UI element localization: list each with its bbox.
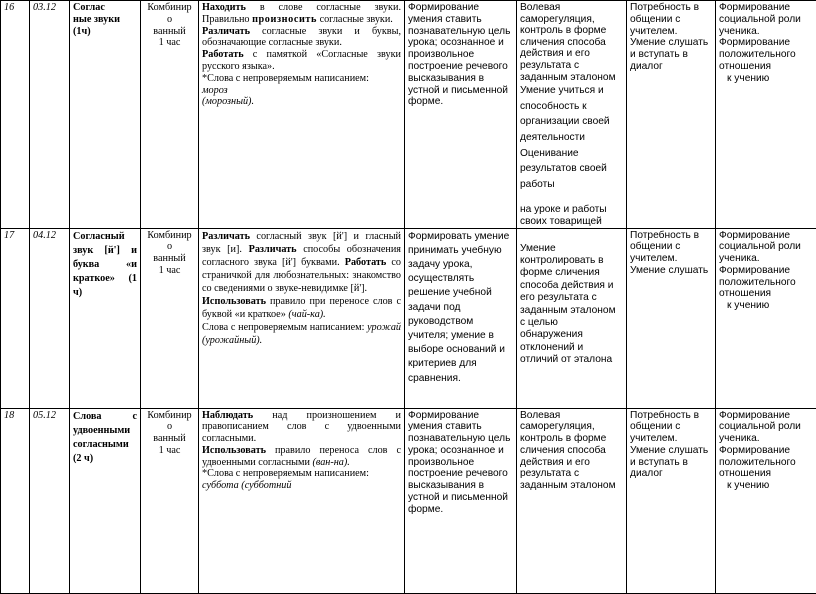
lesson-type: Комбинир о ванный 1 час xyxy=(141,408,199,593)
table-row xyxy=(1,408,816,593)
lesson-number: 17 xyxy=(1,228,30,408)
lesson-number: 18 xyxy=(1,408,30,593)
lesson-date: 04.12 xyxy=(30,228,70,408)
regulative-uud: Умение контролировать в форме сличения способа действия и его результата с заданным эталоном с целью обнаружения отклонений и отличий от эталона xyxy=(517,228,627,408)
lesson-activities: Различать согласный звук [й'] и гласный звук [и]. Различать способы обозначения согласного звука [й'] буквами. Работать со страничкой для любознательных: знакомство со сведениями о звуке-невидимке [й']. Использовать правило при переносе слов с буквой «и краткое» (чай-ка). Слова с непроверяемым написанием: урожай (урожайный). xyxy=(199,228,405,408)
cognitive-uud: Формировать умение принимать учебную задачу урока, осуществлять решение учебной задачи под руководством учителя; умение в выборе оснований и критериев для сравнения. xyxy=(405,228,517,408)
communicative-uud: Потребность в общении с учителем. Умение слушать и вступать в диалог xyxy=(627,1,716,229)
lesson-type: Комбинир о ванный 1 час xyxy=(141,1,199,229)
lesson-activities: Наблюдать над произношением и правописанием слов с удвоенными согласными. Использовать правило переноса слов с удвоенными согласными (ван-на). *Слова с непроверяемым написанием: суббота (субботний xyxy=(199,408,405,593)
lesson-date: 03.12 xyxy=(30,1,70,229)
personal-uud: Формирование социальной роли ученика. Формирование положительного отношения к учению xyxy=(716,408,816,593)
lesson-type: Комбинир о ванный 1 час xyxy=(141,228,199,408)
cognitive-uud: Формирование умения ставить познавательную цель урока; осознанное и произвольное построение речевого высказывания в устной и письменной форме. xyxy=(405,1,517,229)
communicative-uud: Потребность в общении с учителем. Умение слушать и вступать в диалог xyxy=(627,408,716,593)
lesson-number: 16 xyxy=(1,1,30,229)
lesson-topic: Слова с удвоенными согласными (2 ч) xyxy=(70,408,141,593)
regulative-uud: Волевая саморегуляция, контроль в форме сличения способа действия и его результата с заданным эталоном xyxy=(517,408,627,593)
table-row xyxy=(1,228,816,408)
lesson-topic: Согласный звук [й'] и буква «и краткое» (1 ч) xyxy=(70,228,141,408)
personal-uud: Формирование социальной роли ученика. Формирование положительного отношения к учению xyxy=(716,228,816,408)
communicative-uud: Потребность в общении с учителем. Умение слушать xyxy=(627,228,716,408)
personal-uud: Формирование социальной роли ученика. Формирование положительного отношения к учению xyxy=(716,1,816,229)
lesson-activities: Находить в слове согласные звуки. Правильно произносить согласные звуки. Различать согласные звуки и буквы, обозначающие согласные звуки. Работать с памяткой «Согласные звуки русского языка». *Слова с непроверяемым написанием: мороз (морозный). xyxy=(199,1,405,229)
cognitive-uud: Формирование умения ставить познавательную цель урока; осознанное и произвольное построение речевого высказывания в устной и письменной форме. xyxy=(405,408,517,593)
lesson-topic: Соглас ные звуки (1ч) xyxy=(70,1,141,229)
regulative-uud: Волевая саморегуляция, контроль в форме сличения способа действия и его результата с заданным эталоном Умение учиться и способность к организации своей деятельности Оценивание результатов своей работы на уроке и работы своих товарищей xyxy=(517,1,627,229)
table-row xyxy=(1,1,816,229)
lesson-date: 05.12 xyxy=(30,408,70,593)
